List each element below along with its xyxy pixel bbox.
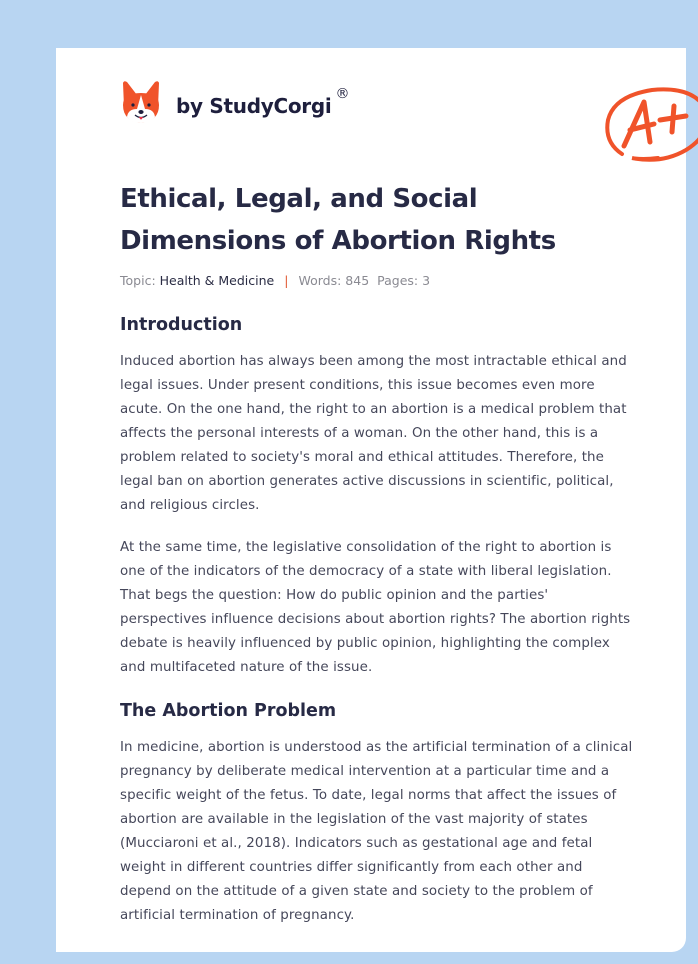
document-card [56, 48, 686, 952]
page-count: Pages: 3 [377, 273, 431, 288]
registered-mark: ® [335, 86, 350, 102]
topic-link[interactable]: Health & Medicine [159, 273, 275, 288]
page-title: Ethical, Legal, and Social Dimensions of Abortion Rights [120, 184, 556, 256]
studycorgi-logo[interactable] [120, 74, 349, 130]
article [120, 178, 636, 946]
brand-name: by StudyCorgi [176, 94, 332, 118]
section-abortion-problem [120, 698, 636, 928]
a-plus-grade-icon [602, 84, 698, 166]
header [120, 74, 650, 144]
paragraph: Induced abortion has always been among the most intractable ethical and legal issues. Under present conditions, this issue becomes even more acute. On the one hand, the right to an abortion is a medical problem that affects the personal interests of a woman. On the other hand, this is a problem related to society's moral and ethical attitudes. Therefore, the legal ban on abortion generates active discussions in scientific, political, and religious circles. [120, 354, 627, 513]
topic-label: Topic: [120, 273, 156, 288]
section-heading: The Abortion Problem [120, 701, 337, 721]
word-count: Words: 845 [298, 273, 370, 288]
section-heading: Introduction [120, 315, 243, 335]
article-meta [120, 273, 636, 288]
corgi-icon [120, 79, 162, 125]
paragraph: In medicine, abortion is understood as the artificial termination of a clinical pregnancy by deliberate medical intervention at a particular time and a specific weight of the fetus. To date, legal norms that affect the issues of abortion are available in the legislation of the vast majority of states (Mucciaroni et al., 2018). Indicators such as gestational age and fetal weight in different countries differ significantly from each other and depend on the attitude of a given state and society to the problem of artificial termination of pregnancy. [120, 740, 633, 923]
meta-separator: | [284, 273, 289, 288]
section-introduction [120, 312, 636, 680]
paragraph: At the same time, the legislative consolidation of the right to abortion is one of the indicators of the democracy of a state with liberal legislation. That begs the question: How do public opinion and the parties' perspectives influence decisions about abortion rights? The abortion rights debate is heavily influenced by public opinion, highlighting the complex and multifaceted nature of the issue. [120, 540, 631, 675]
